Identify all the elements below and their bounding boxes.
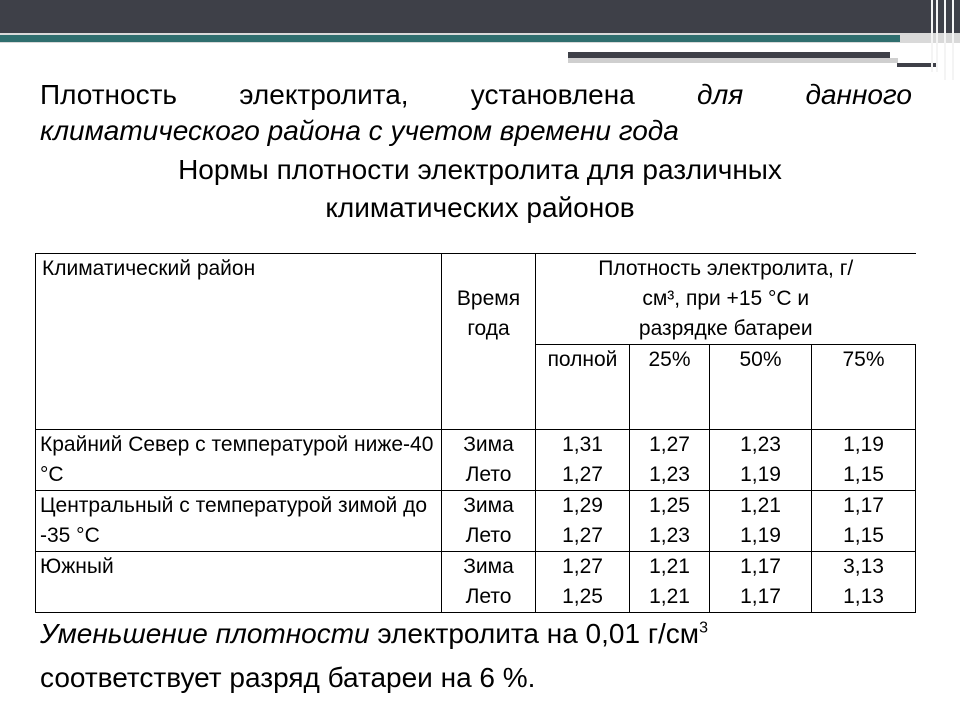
- region-cell: Южный: [36, 552, 442, 613]
- header-region: Климатический район: [36, 254, 442, 430]
- value-summer: 1,23: [649, 463, 690, 486]
- value-cell-full: [536, 430, 630, 491]
- value-summer: 1,27: [562, 524, 603, 547]
- value-winter: 1,23: [740, 433, 781, 456]
- value-cell-50: [710, 552, 812, 613]
- value-winter: 1,17: [843, 494, 884, 517]
- page-title: [80, 151, 880, 227]
- value-winter: 1,21: [740, 494, 781, 517]
- title-line-2: климатических районов: [325, 192, 635, 223]
- header-vertical-line: [952, 0, 954, 80]
- value-cell-25: [630, 491, 710, 552]
- density-norms-table: [35, 253, 916, 613]
- value-summer: 1,23: [649, 524, 690, 547]
- header-50: 50%: [710, 345, 812, 430]
- value-winter: 1,29: [562, 494, 603, 517]
- intro-italic-text: для данного: [697, 79, 912, 110]
- header-band: [0, 0, 960, 33]
- value-winter: 1,25: [649, 494, 690, 517]
- table-row: [36, 430, 916, 491]
- header-vertical-line: [944, 0, 946, 80]
- intro-line-1: [40, 78, 912, 112]
- conclusion-italic: Уменьшение плотности: [40, 618, 370, 649]
- header-accent-stripe: [0, 35, 900, 42]
- table-row: [36, 491, 916, 552]
- value-cell-full: [536, 552, 630, 613]
- value-cell-75: [812, 552, 916, 613]
- header-vertical-line: [936, 0, 938, 72]
- header-75: 75%: [812, 345, 916, 430]
- season-winter: Зима: [463, 494, 514, 517]
- conclusion-text: [40, 612, 920, 700]
- season-summer: Лето: [465, 524, 512, 547]
- value-cell-25: [630, 430, 710, 491]
- value-cell-full: [536, 491, 630, 552]
- season-winter: Зима: [463, 555, 514, 578]
- season-cell: [442, 491, 536, 552]
- value-cell-50: [710, 430, 812, 491]
- value-summer: 1,19: [740, 463, 781, 486]
- value-winter: 1,27: [562, 555, 603, 578]
- region-cell: Крайний Север с температурой ниже-40 °С: [36, 430, 442, 491]
- header-time: Время года: [442, 254, 536, 430]
- value-summer: 1,15: [843, 524, 884, 547]
- value-winter: 3,13: [843, 555, 884, 578]
- title-line-1: Нормы плотности электролита для различных: [178, 154, 782, 185]
- value-cell-50: [710, 491, 812, 552]
- value-winter: 1,19: [843, 433, 884, 456]
- header-25: 25%: [630, 345, 710, 430]
- season-summer: Лето: [465, 585, 512, 608]
- header-bar-light: [568, 58, 898, 63]
- table-row: [36, 552, 916, 613]
- conclusion-normal: электролита на 0,01 г/см: [369, 618, 700, 649]
- conclusion-line-2: соответствует разряд батареи на 6 %.: [40, 662, 536, 693]
- value-cell-25: [630, 552, 710, 613]
- value-summer: 1,25: [562, 585, 603, 608]
- header-density-line-2: см³, при +15 °С и: [642, 287, 810, 310]
- value-summer: 1,13: [843, 585, 884, 608]
- header-full: полной: [536, 345, 630, 430]
- intro-line-2: климатического района с учетом времени года: [40, 115, 679, 146]
- value-summer: 1,27: [562, 463, 603, 486]
- value-summer: 1,21: [649, 585, 690, 608]
- season-winter: Зима: [463, 433, 514, 456]
- value-summer: 1,17: [740, 585, 781, 608]
- season-cell: [442, 430, 536, 491]
- value-winter: 1,27: [649, 433, 690, 456]
- header-vertical-line: [931, 0, 933, 72]
- intro-normal-text: Плотность электролита, установлена: [40, 79, 635, 110]
- value-summer: 1,15: [843, 463, 884, 486]
- conclusion-line-1: [40, 612, 920, 656]
- table-header-row: [36, 254, 916, 345]
- value-winter: 1,21: [649, 555, 690, 578]
- value-cell-75: [812, 491, 916, 552]
- value-cell-75: [812, 430, 916, 491]
- header-density: [536, 254, 916, 345]
- region-cell: Центральный с температурой зимой до -35 °С: [36, 491, 442, 552]
- header-density-line-1: Плотность электролита, г/: [598, 257, 854, 280]
- conclusion-superscript: 3: [699, 619, 708, 637]
- value-winter: 1,17: [740, 555, 781, 578]
- value-winter: 1,31: [562, 433, 603, 456]
- header-density-line-3: разрядке батареи: [638, 317, 813, 340]
- season-summer: Лето: [465, 463, 512, 486]
- season-cell: [442, 552, 536, 613]
- value-summer: 1,19: [740, 524, 781, 547]
